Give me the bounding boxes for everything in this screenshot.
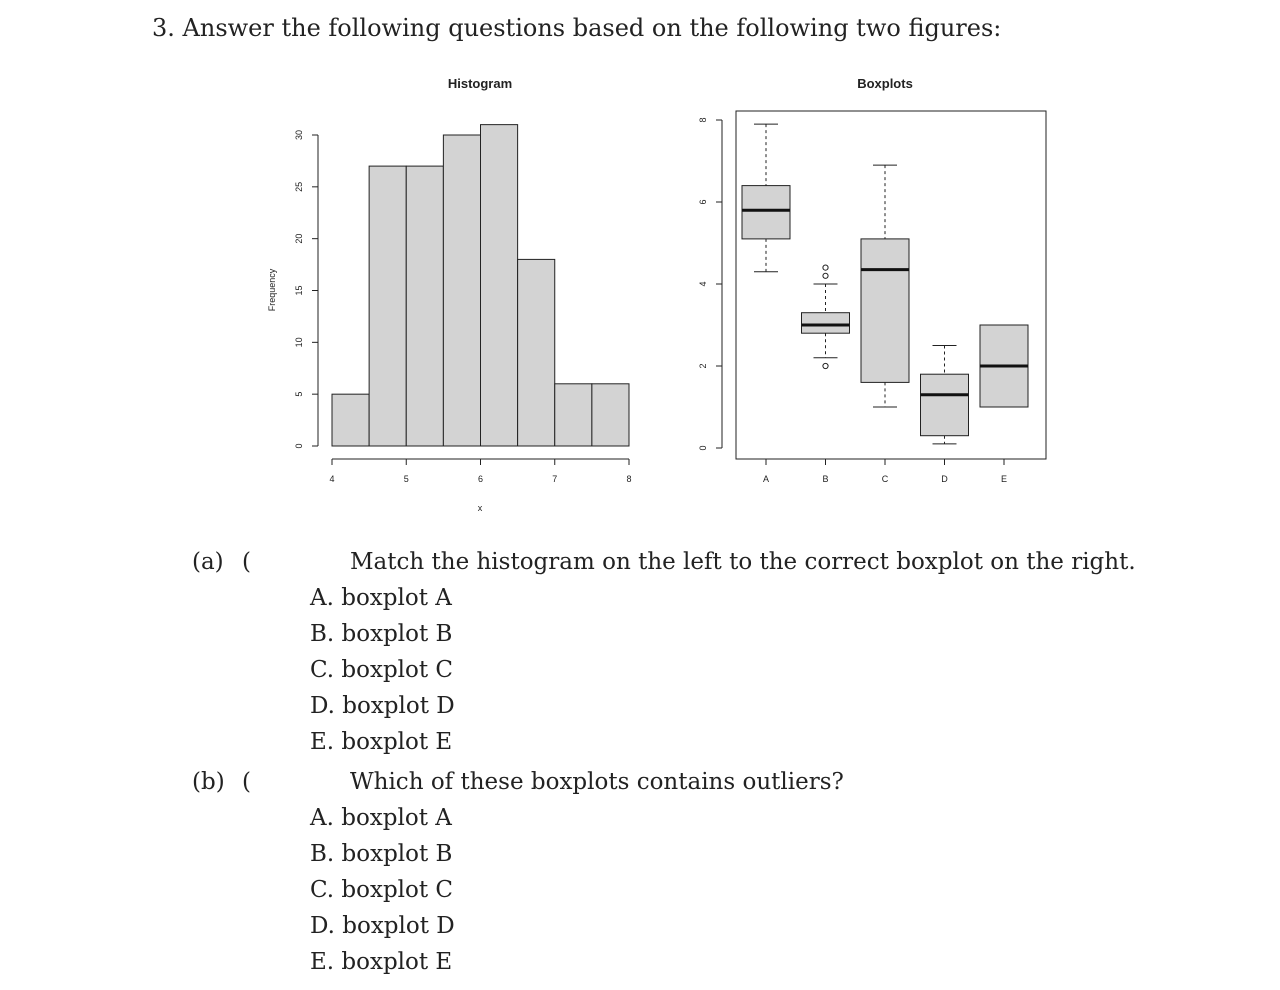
boxplot-box — [742, 186, 790, 239]
histogram-x-tick-label: 8 — [626, 474, 632, 484]
histogram-x-tick-label: 7 — [552, 474, 558, 484]
boxplot-x-tick-label: B — [822, 474, 829, 484]
boxplot-y-tick-label: 8 — [698, 117, 708, 123]
boxplot-y-tick-label: 2 — [698, 363, 708, 369]
part-a-options — [310, 580, 455, 760]
histogram-y-tick-label: 25 — [294, 181, 304, 192]
part-a-option-b[interactable]: B. boxplot B — [310, 621, 453, 647]
part-b-option-c[interactable]: C. boxplot C — [310, 877, 454, 903]
boxplot-y-tick-label: 0 — [698, 445, 708, 451]
histogram-y-tick-label: 15 — [294, 285, 304, 296]
part-a-question: Match the histogram on the left to the correct boxplot on the right. — [350, 549, 1136, 575]
boxplot-chart — [0, 0, 1060, 530]
part-b-option-b[interactable]: B. boxplot B — [310, 841, 453, 867]
histogram-y-tick-label: 10 — [294, 337, 304, 348]
histogram-title: Histogram — [447, 76, 513, 91]
histogram-y-tick-label: 0 — [294, 443, 304, 449]
part-b-label: (b) — [192, 769, 225, 795]
boxplot-D — [921, 346, 969, 444]
part-a-option-d[interactable]: D. boxplot D — [310, 693, 455, 719]
boxplot-outlier — [823, 265, 828, 270]
histogram-x-tick-label: 6 — [477, 474, 484, 484]
part-a-label: (a) — [192, 549, 224, 575]
histogram-y-tick-label: 5 — [294, 391, 304, 397]
part-b-option-d[interactable]: D. boxplot D — [310, 913, 455, 939]
part-b-option-a[interactable]: A. boxplot A — [310, 805, 452, 831]
part-b-erased-area — [254, 770, 342, 796]
boxplot-x-tick-label: E — [1000, 474, 1008, 484]
boxplot-outlier — [823, 363, 828, 368]
part-b-paren: ( — [242, 769, 251, 795]
boxplot-B — [802, 265, 850, 369]
histogram-x-tick-label: 4 — [329, 474, 335, 484]
boxplot-y-tick-label: 6 — [698, 199, 708, 205]
histogram-ylabel: Frequency — [267, 268, 277, 312]
part-b-options — [310, 800, 455, 980]
histogram-xlabel: x — [477, 503, 483, 513]
histogram-y-tick-label: 20 — [294, 233, 304, 244]
histogram-y-tick-label: 30 — [294, 129, 304, 141]
boxplot-box — [921, 374, 969, 436]
part-a-option-c[interactable]: C. boxplot C — [310, 657, 454, 683]
part-a-option-a[interactable]: A. boxplot A — [310, 585, 452, 611]
boxplot-C — [861, 165, 909, 407]
part-a-erased-area — [254, 550, 342, 576]
boxplot-y-tick-label: 4 — [698, 281, 708, 287]
boxplot-box — [802, 313, 850, 334]
part-a-paren: ( — [242, 549, 251, 575]
boxplot-x-tick-label: C — [881, 474, 889, 484]
boxplot-x-tick-label: A — [762, 474, 770, 484]
question-title: 3. Answer the following questions based on the following two figures: — [152, 14, 1002, 42]
boxplot-A — [742, 124, 790, 272]
boxplot-title: Boxplots — [857, 76, 913, 91]
part-b-question: Which of these boxplots contains outliers? — [350, 769, 844, 795]
boxplot-E — [980, 325, 1028, 407]
boxplot-box — [861, 239, 909, 383]
histogram-x-tick-label: 5 — [403, 474, 409, 484]
part-a-option-e[interactable]: E. boxplot E — [310, 729, 453, 755]
boxplot-x-tick-label: D — [941, 474, 948, 484]
part-b-option-e[interactable]: E. boxplot E — [310, 949, 453, 975]
boxplot-outlier — [823, 273, 828, 278]
